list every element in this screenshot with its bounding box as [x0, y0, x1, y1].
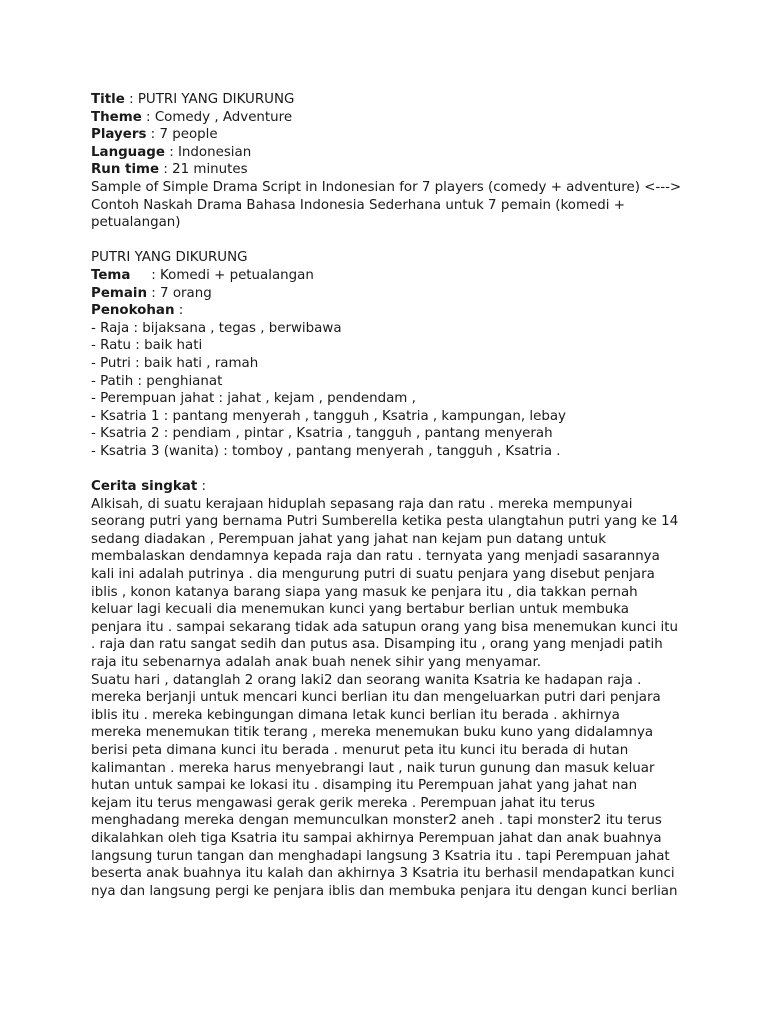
story-line: kejam itu terus mengawasi gerak gerik mereka . Perempuan jahat itu terus	[91, 795, 595, 811]
story-line: berisi peta dimana kunci itu berada . menurut peta itu kunci itu berada di hutan	[91, 742, 629, 758]
players-value: : 7 people	[146, 127, 218, 143]
runtime-label: Run time	[91, 162, 160, 178]
story-line: Suatu hari , datanglah 2 orang laki2 dan seorang wanita Ksatria ke hadapan raja .	[91, 672, 642, 688]
character-item: - Ratu : baik hati	[91, 338, 203, 354]
spacer	[91, 460, 691, 478]
story-line: raja itu sebenarnya adalah anak buah nenek sihir yang menyamar.	[91, 655, 542, 670]
character-item: - Patih : penghianat	[91, 373, 223, 389]
story-line: seorang putri yang bernama Putri Sumberella ketika pesta ulangtahun putri yang ke 14	[91, 514, 679, 530]
story-line: hutan untuk sampai ke lokasi itu . disamping itu Perempuan jahat yang jahat nan	[91, 778, 638, 794]
character-item: - Putri : baik hati , ramah	[91, 355, 259, 371]
story-line: membalaskan dendamnya kepada raja dan ratu . ternyata yang menjadi sasarannya	[91, 549, 660, 565]
story-line: kalimantan . mereka harus menyebrangi laut , naik turun gunung dan masuk keluar	[91, 760, 655, 776]
character-item: - Perempuan jahat : jahat , kejam , pendendam ,	[91, 391, 416, 407]
tema-row	[91, 267, 691, 285]
story-line: sedang diadakan , Perempuan jahat yang jahat nan kejam pun datang untuk	[91, 531, 606, 547]
story-body	[91, 496, 691, 901]
story-heading-label: Cerita singkat	[91, 479, 198, 495]
story-line: nya dan langsung pergi ke penjara iblis dan membuka penjara itu dengan kunci berlian	[91, 883, 678, 899]
story-line: iblis itu . mereka kebingungan dimana letak kunci berlian itu berada . akhirnya	[91, 707, 620, 723]
story-line: penjara itu . sampai sekarang tidak ada satupun orang yang bisa menemukan kunci itu	[91, 619, 678, 635]
players-label: Players	[91, 127, 147, 143]
story-line: beserta anak buahnya itu kalah dan akhirnya 3 Ksatria itu berhasil mendapatkan kunci	[91, 866, 675, 882]
language-label: Language	[91, 144, 165, 160]
intro-line: Sample of Simple Drama Script in Indonesian for 7 players (comedy + adventure) <--->	[91, 179, 682, 195]
story-heading-value: :	[197, 479, 207, 495]
penokohan-label: Penokohan	[91, 303, 175, 319]
story-line: langsung turun tangan dan menghadapi langsung 3 Ksatria itu . tapi Perempuan jahat	[91, 848, 670, 864]
story-line: menghadang mereka dengan memunculkan monster2 aneh . tapi monster2 itu terus	[91, 813, 662, 829]
character-item: - Ksatria 2 : pendiam , pintar , Ksatria , tangguh , pantang menyerah	[91, 426, 553, 442]
story-line: Alkisah, di suatu kerajaan hiduplah sepasang raja dan ratu . mereka mempunyai	[91, 496, 633, 512]
intro-line: Contoh Naskah Drama Bahasa Indonesia Sederhana untuk 7 pemain (komedi +	[91, 197, 625, 213]
indonesian-title: PUTRI YANG DIKURUNG	[91, 250, 248, 266]
tema-value: : Komedi + petualangan	[147, 267, 314, 283]
penokohan-value: :	[174, 303, 184, 319]
story-line: mereka berjanji untuk mencari kunci berlian itu dan mengeluarkan putri dari penjara	[91, 690, 661, 706]
character-item: - Raja : bijaksana , tegas , berwibawa	[91, 320, 342, 336]
pemain-value: : 7 orang	[147, 285, 212, 301]
character-list	[91, 320, 691, 461]
meta-runtime	[91, 161, 691, 179]
character-item: - Ksatria 3 (wanita) : tomboy , pantang menyerah , tangguh , Ksatria .	[91, 443, 561, 459]
pemain-label: Pemain	[91, 285, 148, 301]
story-line: . raja dan ratu sangat sedih dan putus asa. Disamping itu , orang yang menjadi patih	[91, 637, 663, 653]
intro-line: petualangan)	[91, 215, 181, 231]
spacer	[91, 232, 691, 250]
meta-theme	[91, 109, 691, 127]
theme-label: Theme	[91, 109, 142, 125]
story-line: iblis , konon katanya barang siapa yang masuk ke penjara itu , dia takkan pernah	[91, 584, 638, 600]
penokohan-row	[91, 302, 691, 320]
document-page	[91, 91, 691, 900]
title-value: : PUTRI YANG DIKURUNG	[124, 92, 295, 107]
tema-label: Tema	[91, 267, 131, 283]
character-item: - Ksatria 1 : pantang menyerah , tangguh , Ksatria , kampungan, lebay	[91, 408, 566, 424]
theme-value: : Comedy , Adventure	[141, 109, 293, 125]
language-value: : Indonesian	[164, 144, 252, 160]
pemain-row	[91, 285, 691, 303]
story-line: kali ini adalah putrinya . dia mengurung putri di suatu penjara yang disebut penjara	[91, 567, 655, 583]
title-label: Title	[91, 92, 125, 107]
meta-language	[91, 144, 691, 162]
story-line: mereka menemukan titik terang , mereka menemukan buku kuno yang didalamnya	[91, 725, 654, 741]
meta-players	[91, 126, 691, 144]
story-heading	[91, 478, 691, 496]
runtime-value: : 21 minutes	[159, 162, 248, 178]
story-line: dikalahkan oleh tiga Ksatria itu sampai akhirnya Perempuan jahat dan anak buahnya	[91, 830, 662, 846]
story-line: keluar lagi kecuali dia menemukan kunci yang bertabur berlian untuk membuka	[91, 602, 629, 618]
meta-title	[91, 91, 691, 109]
